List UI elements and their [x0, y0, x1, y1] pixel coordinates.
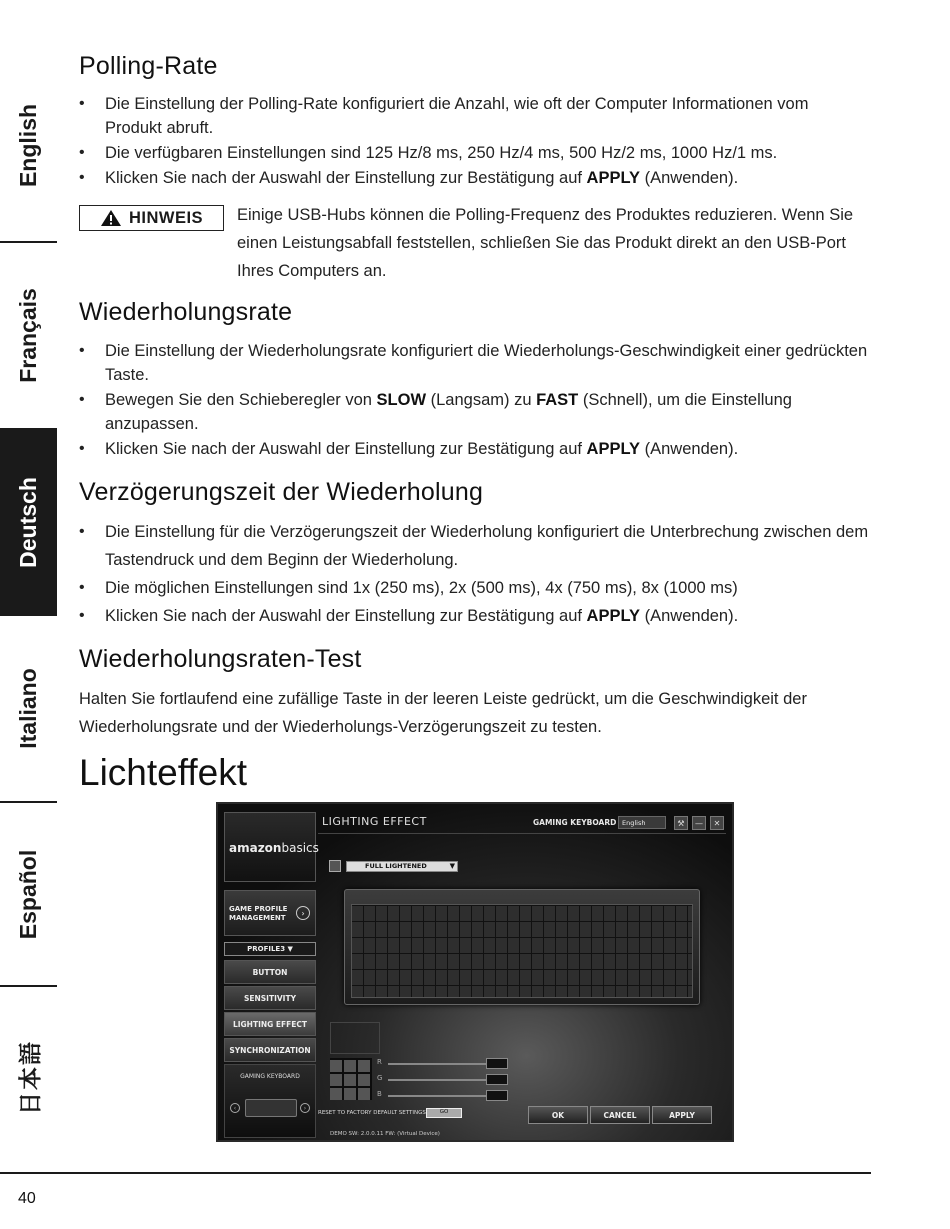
- list-item: • Die Einstellung für die Verzögerungszeit der Wiederholung konfiguriert die Unterbrechung zwischen dem Tastendruck und dem Beginn der Wiederholung.: [79, 518, 869, 574]
- game-profile-management-button[interactable]: [224, 890, 316, 936]
- list-item: [79, 437, 869, 461]
- tab-deutsch[interactable]: [0, 428, 57, 616]
- game-profile-label: GAME PROFILE MANAGEMENT: [229, 905, 288, 922]
- tab-espanol[interactable]: [0, 803, 57, 985]
- repeat-rate-list: [79, 339, 869, 461]
- language-select[interactable]: English: [618, 816, 666, 829]
- footer-divider: [0, 1172, 871, 1174]
- close-icon[interactable]: ✕: [710, 816, 724, 830]
- list-item: • Die möglichen Einstellungen sind 1x (250 ms), 2x (500 ms), 4x (750 ms), 8x (1000 ms): [79, 574, 869, 602]
- tab-espanol-label: Español: [15, 849, 41, 939]
- list-item: [79, 166, 869, 190]
- note-text: Einige USB-Hubs können die Polling-Frequenz des Produktes reduzieren. Wenn Sie einen Leistungsabfall feststellen, schließen Sie das Produkt direkt an den USB-Port Ihres Computers an.: [237, 206, 854, 280]
- polling-rate-list: [79, 92, 869, 190]
- tab-italiano-label: Italiano: [15, 668, 42, 749]
- settings-icon[interactable]: ⚒: [674, 816, 688, 830]
- r-label: R: [377, 1058, 382, 1066]
- software-sidebar: [224, 812, 319, 1134]
- r-value[interactable]: [486, 1058, 508, 1069]
- menu-button[interactable]: BUTTON: [224, 960, 316, 984]
- device-selector: [224, 1064, 316, 1138]
- tab-francais[interactable]: [0, 243, 57, 428]
- apply-keyword: APPLY: [586, 169, 641, 187]
- chevron-right-icon: ›: [296, 906, 310, 920]
- list-item: • Die Einstellung der Polling-Rate konfiguriert die Anzahl, wie oft der Computer Informationen vom Produkt abruft.: [79, 92, 869, 140]
- list-item: [79, 602, 869, 630]
- profile-select[interactable]: [224, 942, 316, 956]
- text: (Langsam) zu: [426, 391, 537, 409]
- text: (Anwenden).: [640, 169, 739, 187]
- text: Klicken Sie nach der Auswahl der Einstellung zur Bestätigung auf: [105, 440, 587, 458]
- effect-value: FULL LIGHTENED: [365, 862, 427, 870]
- profile-value: PROFILE3: [247, 945, 286, 953]
- color-preview: [330, 1022, 380, 1054]
- tab-japanese[interactable]: [0, 987, 57, 1167]
- keyboard-thumbnail: [245, 1099, 297, 1117]
- repeat-delay-list: [79, 518, 869, 630]
- keyboard-keys: [351, 904, 693, 998]
- g-label: G: [377, 1074, 383, 1082]
- b-label: B: [377, 1090, 382, 1098]
- dropdown-icon: ▼: [287, 945, 293, 953]
- amazonbasics-logo: [224, 812, 319, 882]
- prev-arrow-icon[interactable]: ‹: [230, 1103, 240, 1113]
- next-arrow-icon[interactable]: ›: [300, 1103, 310, 1113]
- effect-toggle[interactable]: [329, 860, 341, 872]
- color-palette[interactable]: [330, 1058, 372, 1100]
- cancel-button[interactable]: CANCEL: [590, 1106, 650, 1124]
- reset-label: RESET TO FACTORY DEFAULT SETTINGS: [318, 1110, 426, 1116]
- software-titlebar: [318, 812, 726, 834]
- apply-keyword: APPLY: [586, 440, 641, 458]
- tab-english-label: English: [15, 103, 41, 187]
- g-value[interactable]: [486, 1074, 508, 1085]
- warning-icon: [100, 209, 122, 227]
- effect-select[interactable]: [346, 861, 458, 872]
- tab-japanese-label: 日本語: [18, 1039, 44, 1115]
- list-item: • Die Einstellung der Wiederholungsrate konfiguriert die Wiederholungs-Geschwindigkeit einer gedrückten Taste.: [79, 339, 869, 387]
- text: Klicken Sie nach der Auswahl der Einstellung zur Bestätigung auf: [105, 607, 587, 625]
- text: (Anwenden).: [640, 440, 739, 458]
- gaming-keyboard-label: GAMING KEYBOARD: [240, 1073, 300, 1080]
- keyboard-preview: [344, 889, 700, 1005]
- page-number: 40: [18, 1190, 36, 1207]
- apply-keyword: APPLY: [586, 607, 641, 625]
- logo-text: amazonbasics: [229, 841, 319, 855]
- lighting-effect-screenshot: [216, 802, 734, 1142]
- text: Klicken Sie nach der Auswahl der Einstellung zur Bestätigung auf: [105, 169, 587, 187]
- tab-english[interactable]: [0, 50, 57, 240]
- menu-sensitivity[interactable]: SENSITIVITY: [224, 986, 316, 1010]
- minimize-icon[interactable]: —: [692, 816, 706, 830]
- heading-repeat-delay: Verzögerungszeit der Wiederholung: [79, 478, 484, 506]
- note-label-text: HINWEIS: [128, 208, 204, 227]
- text: Bewegen Sie den Schieberegler von: [105, 391, 377, 409]
- dropdown-icon: ▼: [449, 862, 455, 870]
- ok-button[interactable]: OK: [528, 1106, 588, 1124]
- device-name: GAMING KEYBOARD: [533, 818, 617, 827]
- menu-synchronization[interactable]: SYNCHRONIZATION: [224, 1038, 316, 1062]
- note-label: [79, 205, 224, 231]
- tab-deutsch-label: Deutsch: [15, 476, 41, 568]
- tab-francais-label: Français: [15, 288, 42, 383]
- b-value[interactable]: [486, 1090, 508, 1101]
- heading-repeat-test: Wiederholungsraten-Test: [79, 645, 362, 673]
- list-item: • Die verfügbaren Einstellungen sind 125 Hz/8 ms, 250 Hz/4 ms, 500 Hz/2 ms, 1000 Hz/1 ms.: [79, 141, 869, 165]
- apply-button[interactable]: APPLY: [652, 1106, 712, 1124]
- heading-polling-rate: Polling-Rate: [79, 52, 218, 80]
- list-item: [79, 388, 869, 436]
- version-info: DEMO SW: 2.0.0.11 FW: (Virtual Device): [330, 1131, 440, 1137]
- window-title: LIGHTING EFFECT: [322, 815, 427, 828]
- repeat-test-text: Halten Sie fortlaufend eine zufällige Taste in der leeren Leiste gedrückt, um die Geschwindigkeit der Wiederholungsrate und der Wiederholungs-Verzögerungszeit zu testen.: [79, 690, 807, 736]
- text: (Anwenden).: [640, 607, 739, 625]
- menu-lighting-effect[interactable]: LIGHTING EFFECT: [224, 1012, 316, 1036]
- slow-keyword: SLOW: [376, 391, 427, 409]
- heading-lighting-effect: Lichteffekt: [79, 752, 247, 793]
- go-button[interactable]: GO: [426, 1108, 462, 1118]
- heading-repeat-rate: Wiederholungsrate: [79, 298, 293, 326]
- tab-italiano[interactable]: [0, 616, 57, 801]
- fast-keyword: FAST: [536, 391, 579, 409]
- text: (Schnell), um die Einstellung anzupassen.: [105, 391, 792, 433]
